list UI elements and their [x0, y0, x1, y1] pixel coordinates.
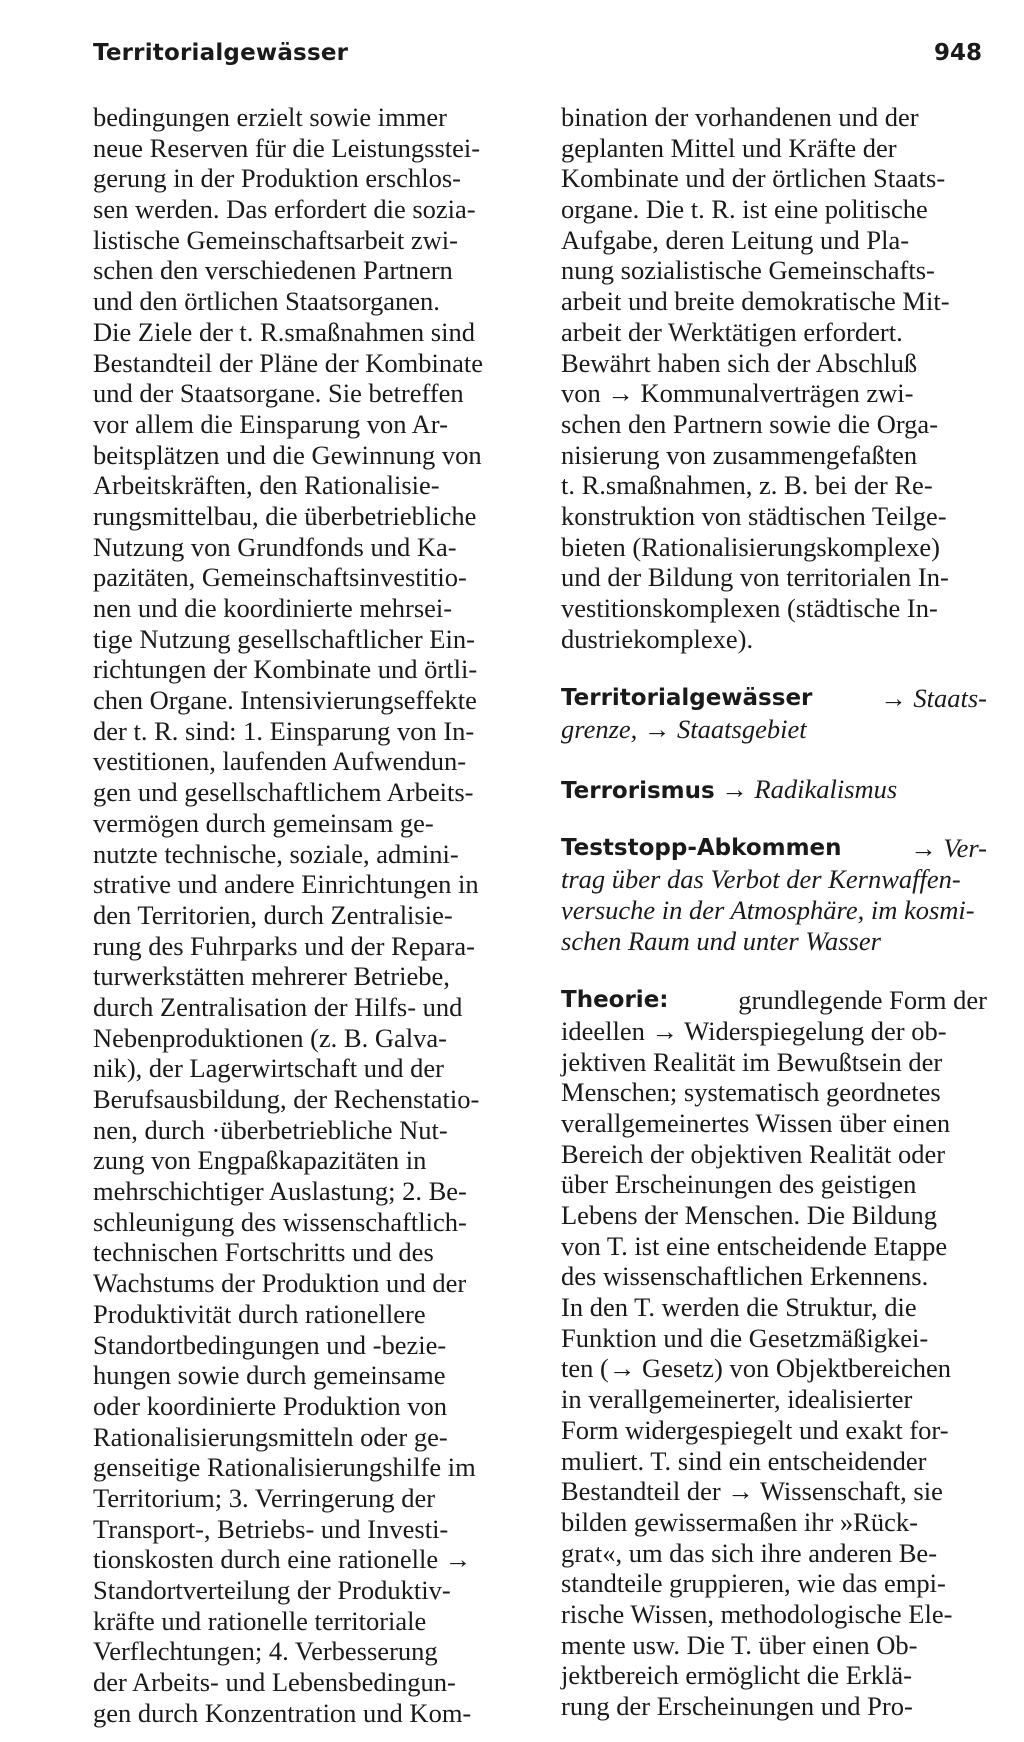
text-line: kräfte und rationelle territoriale [93, 1605, 427, 1636]
entry-teststopp-abkommen [561, 833, 987, 956]
text-line: arbeit und breite demokratische Mit- [561, 286, 950, 317]
text-line: Kombinate und der örtlichen Staats- [561, 163, 946, 194]
left-column [93, 102, 517, 1728]
text-line: nisierung von zusammengefaßten [561, 439, 918, 470]
text-line: rung des Fuhrparks und der Repara- [93, 930, 475, 961]
text-line: In den T. werden die Struktur, die [561, 1292, 917, 1323]
text-line: und den örtlichen Staatsorganen. [93, 286, 440, 317]
text-line: chen Organe. Intensivierungseffekte [93, 685, 477, 716]
text-line: bilden gewissermaßen ihr »Rück- [561, 1506, 918, 1537]
text-line: standteile gruppieren, wie das empi- [561, 1568, 946, 1599]
text-line: konstruktion von städtischen Teilge- [561, 500, 947, 531]
text-line: jektiven Realität im Bewußtsein der [561, 1046, 943, 1077]
text-line: nen, durch ·überbetriebliche Nut- [93, 1114, 448, 1145]
entry-theorie [561, 985, 987, 1722]
text-line: oder koordinierte Produktion von [93, 1390, 448, 1421]
text-line: geplanten Mittel und Kräfte der [561, 132, 897, 163]
text-line: und der Bildung von territorialen In- [561, 562, 949, 593]
text-line: zung von Engpaßkapazitäten in [93, 1145, 427, 1176]
text-line: Aufgabe, deren Leitung und Pla- [561, 224, 910, 255]
text-line: mente usw. Die T. über einen Ob- [561, 1629, 918, 1660]
text-line: Verflechtungen; 4. Verbesserung [93, 1636, 438, 1667]
entry-keyword: Teststopp-Abkommen [561, 835, 842, 862]
text-line: rische Wissen, methodologische Ele- [561, 1598, 953, 1629]
text-line: pazitäten, Gemeinschaftsinvestitio- [93, 562, 467, 593]
text-line: den Territorien, durch Zentralisie- [93, 899, 453, 930]
entry-terrorismus [561, 774, 987, 805]
text-line: Funktion und die Gesetzmäßigkei- [561, 1322, 929, 1353]
text-line: Die Ziele der t. R.smaßnahmen sind [93, 316, 475, 347]
text-line: der t. R. sind: 1. Einsparung von In- [93, 715, 475, 746]
entry-territorialgewaesser [561, 683, 987, 744]
text-line: Standortbedingungen und -bezie- [93, 1329, 447, 1360]
text-line: nung sozialistische Gemeinschafts- [561, 255, 935, 286]
text-line: mehrschichtiger Auslastung; 2. Be- [93, 1176, 467, 1207]
text-line: der Arbeits- und Lebensbedingun- [93, 1667, 456, 1698]
text-line: gerung in der Produktion erschlos- [93, 163, 461, 194]
text-line: grat«, um das sich ihre anderen Be- [561, 1537, 938, 1568]
text-line: verallgemeinertes Wissen über einen [561, 1107, 951, 1138]
text-line: Bestandteil der Pläne der Kombinate [93, 347, 484, 378]
text-line: Transport-, Betriebs- und Investi- [93, 1513, 449, 1544]
text-line: und der Staatsorgane. Sie betreffen [93, 378, 464, 409]
text-line: ten (→ Gesetz) von Objektbereichen [561, 1353, 951, 1384]
text-line: nik), der Lagerwirtschaft und der [93, 1053, 444, 1084]
text-line: Arbeitskräften, den Rationalisie- [93, 470, 440, 501]
text-line: von → Kommunalverträgen zwi- [561, 378, 914, 409]
text-line: Nutzung von Grundfonds und Ka- [93, 531, 457, 562]
right-column [561, 102, 987, 1722]
text-line: beitsplätzen und die Gewinnung von [93, 439, 482, 470]
text-line: Rationalisierungsmitteln oder ge- [93, 1421, 448, 1452]
text-line: rungsmittelbau, die überbetriebliche [93, 500, 477, 531]
text-line: dustriekomplexe). [561, 623, 754, 654]
text-line: organe. Die t. R. ist eine politische [561, 194, 928, 225]
text-line: Produktivität durch rationellere [93, 1298, 426, 1329]
text-line: rung der Erscheinungen und Pro- [561, 1691, 913, 1721]
entry-keyword: Territorialgewässer [561, 685, 813, 712]
text-line: des wissenschaftlichen Erkennens. [561, 1261, 929, 1292]
page-header [0, 40, 1024, 80]
text-line: Lebens der Menschen. Die Bildung [561, 1200, 938, 1230]
entry-keyword: Theorie: [561, 987, 669, 1014]
continuation-text [561, 102, 987, 654]
running-head: Territorialgewässer [93, 40, 349, 66]
text-line: vestitionen, laufenden Aufwendun- [93, 746, 467, 777]
text-line: gen und gesellschaftlichem Arbeits- [93, 777, 474, 808]
entry-keyword: Terrorismus [561, 777, 715, 804]
text-line: ideellen → Widerspiegelung der ob- [561, 1015, 947, 1046]
entry-text: grundlegende Form der [738, 985, 987, 1016]
text-line: turwerkstätten mehrerer Betriebe, [93, 961, 450, 992]
text-line: muliert. T. sind ein entscheidender [561, 1445, 927, 1476]
text-line: jektbereich ermöglicht die Erklä- [561, 1660, 912, 1691]
text-line: vermögen durch gemeinsam ge- [93, 807, 434, 838]
text-line: strative und andere Einrichtungen in [93, 869, 479, 900]
text-line: bieten (Rationalisierungskomplexe) [561, 531, 940, 562]
text-line: über Erscheinungen des geistigen [561, 1169, 917, 1200]
text-line: Bewährt haben sich der Abschluß [561, 347, 918, 378]
text-line: tige Nutzung gesellschaftlicher Ein- [93, 623, 475, 654]
text-line: schleunigung des wissenschaftlich- [93, 1206, 467, 1237]
cross-reference-continuation [561, 864, 987, 956]
cross-reference[interactable]: → Radikalismus [721, 773, 898, 804]
entry-body [561, 1016, 987, 1722]
text-line: tionskosten durch eine rationelle → [93, 1544, 472, 1575]
text-line: Bereich der objektiven Realität oder [561, 1138, 946, 1169]
text-line: nutzte technische, soziale, admini- [93, 838, 459, 869]
cross-reference[interactable]: → Staats- [880, 683, 987, 714]
text-line: sen werden. Das erfordert die sozia- [93, 194, 476, 225]
text-line: t. R.smaßnahmen, z. B. bei der Re- [561, 470, 933, 501]
cross-reference[interactable]: → Ver- [910, 833, 987, 864]
text-line: Standortverteilung der Produktiv- [93, 1575, 451, 1605]
text-line: hungen sowie durch gemeinsame [93, 1360, 446, 1391]
text-line: vor allem die Einsparung von Ar- [93, 408, 448, 439]
text-line: bedingungen erzielt sowie immer [93, 102, 447, 132]
text-line: neue Reserven für die Leistungsstei- [93, 132, 481, 163]
text-line: schen den verschiedenen Partnern [93, 255, 453, 286]
text-line: technischen Fortschritts und des [93, 1237, 434, 1268]
text-line: versuche in der Atmosphäre, im kosmi- [561, 894, 975, 925]
text-line: arbeit der Werktätigen erfordert. [561, 316, 903, 347]
text-line: vestitionskomplexen (städtische In- [561, 593, 938, 623]
text-line: von T. ist eine entscheidende Etappe [561, 1230, 948, 1261]
text-line: durch Zentralisation der Hilfs- und [93, 991, 463, 1022]
text-line: Territorium; 3. Verringerung der [93, 1482, 436, 1513]
text-line: gen durch Konzentration und Kom- [93, 1697, 472, 1728]
text-line: Form widergespiegelt und exakt for- [561, 1414, 949, 1445]
text-line: Menschen; systematisch geordnetes [561, 1077, 941, 1108]
text-line: bination der vorhandenen und der [561, 102, 919, 132]
cross-reference[interactable]: grenze, → Staatsgebiet [561, 714, 807, 745]
text-line: Berufsausbildung, der Rechenstatio- [93, 1084, 480, 1114]
text-line: in verallgemeinerter, idealisierter [561, 1384, 913, 1415]
text-line: richtungen der Kombinate und örtli- [93, 654, 478, 685]
text-line: listische Gemeinschaftsarbeit zwi- [93, 224, 458, 255]
text-line: Bestandteil der → Wissenschaft, sie [561, 1476, 943, 1507]
text-line: schen den Partnern sowie die Orga- [561, 408, 939, 439]
text-line: Nebenproduktionen (z. B. Galva- [93, 1022, 447, 1053]
page-number: 948 [934, 40, 983, 66]
text-line: Wachstums der Produktion und der [93, 1268, 467, 1299]
text-line: genseitige Rationalisierungshilfe im [93, 1452, 476, 1483]
text-line: trag über das Verbot der Kernwaffen- [561, 864, 961, 895]
text-line: schen Raum und unter Wasser [561, 925, 881, 956]
text-line: nen und die koordinierte mehrsei- [93, 593, 453, 623]
